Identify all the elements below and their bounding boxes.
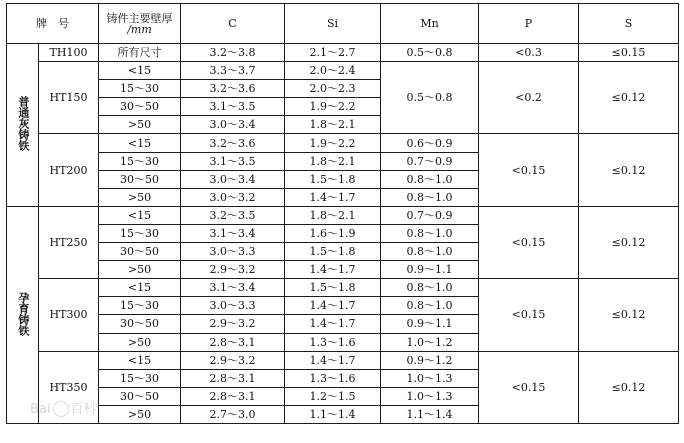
thickness-cell: 30～50 [99, 387, 181, 405]
header-grade [7, 4, 99, 44]
c-cell: 3.1～3.4 [181, 224, 285, 242]
si-cell: 1.4～1.7 [285, 297, 381, 315]
thickness-cell: <15 [99, 62, 181, 80]
si-cell: 1.4～1.7 [285, 188, 381, 206]
mn-cell: 0.7～0.9 [381, 152, 479, 170]
thickness-cell: >50 [99, 261, 181, 279]
mn-cell: 1.0～1.2 [381, 333, 479, 351]
watermark-text-left: Bai [30, 402, 51, 417]
thickness-cell: <15 [99, 206, 181, 224]
p-cell: <0.15 [479, 206, 579, 278]
watermark-logo [30, 398, 150, 426]
header-si: Si [285, 4, 381, 44]
table-row [7, 279, 679, 297]
s-cell: ≤0.12 [579, 279, 679, 351]
c-cell: 3.2～3.6 [181, 80, 285, 98]
group-label-char: 普 [16, 96, 30, 108]
si-cell: 2.0～2.4 [285, 62, 381, 80]
header-thickness-label: 铸件主要壁厚 [106, 11, 173, 25]
table-row [7, 351, 679, 369]
c-cell: 3.0～3.2 [181, 188, 285, 206]
group-label-char: 孕 [16, 291, 30, 303]
si-cell: 1.3～1.6 [285, 333, 381, 351]
s-cell: ≤0.15 [579, 44, 679, 62]
c-cell: 3.1～3.4 [181, 279, 285, 297]
grade-cell: HT150 [39, 62, 99, 134]
si-cell: 1.4～1.7 [285, 351, 381, 369]
mn-cell: 0.6～0.9 [381, 134, 479, 152]
thickness-cell: 所有尺寸 [99, 44, 181, 62]
header-c: C [181, 4, 285, 44]
mn-cell: 0.8～1.0 [381, 224, 479, 242]
si-cell: 1.8～2.1 [285, 116, 381, 134]
si-cell: 1.5～1.8 [285, 279, 381, 297]
c-cell: 3.1～3.5 [181, 98, 285, 116]
c-cell: 2.8～3.1 [181, 333, 285, 351]
si-cell: 1.6～1.9 [285, 224, 381, 242]
thickness-cell: <15 [99, 134, 181, 152]
mn-cell: 1.1～1.4 [381, 405, 479, 423]
header-s: S [579, 4, 679, 44]
c-cell: 3.0～3.3 [181, 243, 285, 261]
si-cell: 1.4～1.7 [285, 261, 381, 279]
header-p: P [479, 4, 579, 44]
thickness-cell: 30～50 [99, 170, 181, 188]
grade-cell: HT250 [39, 206, 99, 278]
si-cell: 1.9～2.2 [285, 98, 381, 116]
c-cell: 2.8～3.1 [181, 387, 285, 405]
s-cell: ≤0.12 [579, 351, 679, 423]
c-cell: 3.2～3.6 [181, 134, 285, 152]
si-cell: 1.1～1.4 [285, 405, 381, 423]
s-cell: ≤0.12 [579, 206, 679, 278]
mn-cell: 0.8～1.0 [381, 170, 479, 188]
group-label-char: 通 [16, 107, 30, 119]
p-cell: <0.2 [479, 62, 579, 134]
group-label-char: 灰 [16, 118, 30, 130]
mn-cell: 1.0～1.3 [381, 369, 479, 387]
si-cell: 1.2～1.5 [285, 387, 381, 405]
group-label-char: 铸 [16, 313, 30, 325]
si-cell: 1.5～1.8 [285, 243, 381, 261]
thickness-cell: 30～50 [99, 98, 181, 116]
table-row [7, 44, 679, 62]
mn-cell: 0.9～1.2 [381, 351, 479, 369]
thickness-cell: >50 [99, 188, 181, 206]
mn-cell: 0.9～1.1 [381, 315, 479, 333]
group-cell [7, 206, 39, 423]
header-thickness-unit: /mm [127, 22, 152, 36]
mn-cell: 1.0～1.3 [381, 387, 479, 405]
grade-cell: TH100 [39, 44, 99, 62]
p-cell: <0.15 [479, 134, 579, 206]
group-label [13, 96, 32, 151]
c-cell: 3.0～3.3 [181, 297, 285, 315]
table-row [7, 134, 679, 152]
mn-cell: 0.5～0.8 [381, 44, 479, 62]
si-cell: 1.8～2.1 [285, 152, 381, 170]
c-cell: 3.1～3.5 [181, 152, 285, 170]
mn-cell: 0.8～1.0 [381, 297, 479, 315]
p-cell: <0.3 [479, 44, 579, 62]
thickness-cell: 15～30 [99, 369, 181, 387]
s-cell: ≤0.12 [579, 134, 679, 206]
group-label-char: 铁 [16, 140, 30, 152]
si-cell: 1.8～2.1 [285, 206, 381, 224]
mn-cell: 0.5～0.8 [381, 62, 479, 134]
p-cell: <0.15 [479, 351, 579, 423]
thickness-cell: <15 [99, 279, 181, 297]
mn-cell: 0.8～1.0 [381, 279, 479, 297]
mn-cell: 0.9～1.1 [381, 261, 479, 279]
thickness-cell: >50 [99, 116, 181, 134]
group-cell [7, 44, 39, 207]
grade-cell: HT200 [39, 134, 99, 206]
paw-icon [53, 401, 69, 417]
watermark-text-right: 百科 [70, 402, 97, 417]
si-cell: 2.0～2.3 [285, 80, 381, 98]
table-row [7, 62, 679, 80]
c-cell: 2.9～3.2 [181, 351, 285, 369]
mn-cell: 0.7～0.9 [381, 206, 479, 224]
thickness-cell: >50 [99, 405, 181, 423]
p-cell: <0.15 [479, 279, 579, 351]
c-cell: 3.0～3.4 [181, 116, 285, 134]
thickness-cell: 15～30 [99, 80, 181, 98]
header-row [7, 4, 679, 44]
header-grade-label: 牌 号 [36, 17, 69, 30]
header-mn: Mn [381, 4, 479, 44]
c-cell: 3.3～3.7 [181, 62, 285, 80]
thickness-cell: 15～30 [99, 224, 181, 242]
c-cell: 2.8～3.1 [181, 369, 285, 387]
thickness-cell: 15～30 [99, 297, 181, 315]
thickness-cell: <15 [99, 351, 181, 369]
cast-iron-composition-table [6, 3, 679, 424]
group-label [13, 292, 32, 336]
header-thickness [99, 4, 181, 44]
group-label-char: 育 [16, 302, 30, 314]
si-cell: 1.4～1.7 [285, 315, 381, 333]
group-label-char: 铸 [16, 129, 30, 141]
c-cell: 3.2～3.5 [181, 206, 285, 224]
si-cell: 1.9～2.2 [285, 134, 381, 152]
grade-cell: HT300 [39, 279, 99, 351]
c-cell: 2.9～3.2 [181, 261, 285, 279]
c-cell: 2.7～3.0 [181, 405, 285, 423]
mn-cell: 0.8～1.0 [381, 188, 479, 206]
si-cell: 2.1～2.7 [285, 44, 381, 62]
grade-cell: HT350 [39, 351, 99, 423]
thickness-cell: 30～50 [99, 315, 181, 333]
s-cell: ≤0.12 [579, 62, 679, 134]
thickness-cell: >50 [99, 333, 181, 351]
thickness-cell: 30～50 [99, 243, 181, 261]
c-cell: 3.0～3.4 [181, 170, 285, 188]
group-label-char: 铁 [16, 324, 30, 336]
si-cell: 1.5～1.8 [285, 170, 381, 188]
c-cell: 2.9～3.2 [181, 315, 285, 333]
thickness-cell: 15～30 [99, 152, 181, 170]
si-cell: 1.3～1.6 [285, 369, 381, 387]
mn-cell: 0.8～1.0 [381, 243, 479, 261]
c-cell: 3.2～3.8 [181, 44, 285, 62]
table-row [7, 206, 679, 224]
